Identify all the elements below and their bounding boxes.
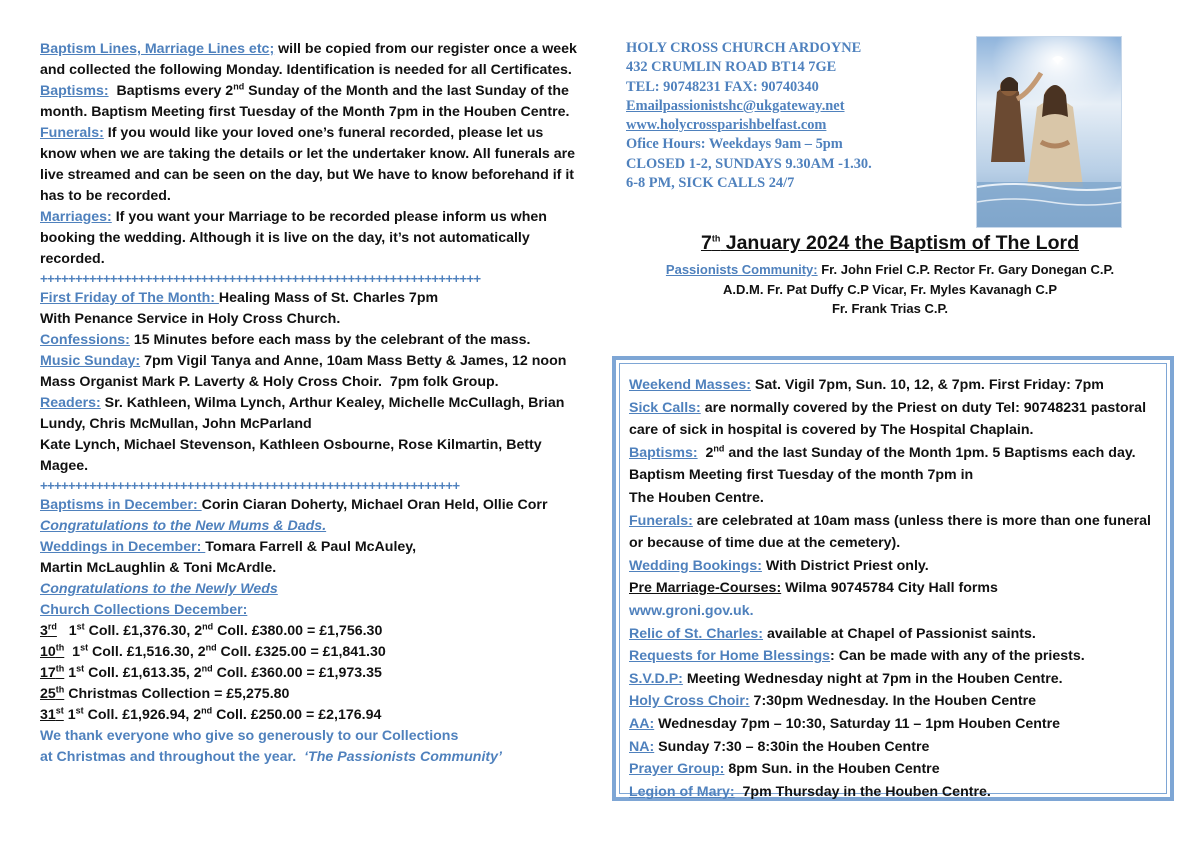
relic-text: available at Chapel of Passionist saints. bbox=[763, 625, 1036, 642]
wedding-bookings-label: Wedding Bookings: bbox=[629, 557, 762, 574]
box-baptisms-label: Baptisms: bbox=[629, 444, 698, 461]
baptisms-label: Baptisms: bbox=[40, 83, 109, 99]
legion-text: 7pm Thursday in the Houben Centre. bbox=[734, 783, 991, 800]
aa-text: Wednesday 7pm – 10:30, Saturday 11 – 1pm Houben Centre bbox=[654, 715, 1061, 732]
svdp-label: S.V.D.P: bbox=[629, 670, 683, 687]
first-friday-notice bbox=[40, 288, 580, 309]
sick-calls-label: Sick Calls: bbox=[629, 399, 701, 416]
home-blessings-label: Requests for Home Blessings bbox=[629, 648, 831, 665]
wedding-bookings-text: With District Priest only. bbox=[761, 557, 929, 574]
first-friday-line-2: With Penance Service in Holy Cross Church. bbox=[40, 311, 341, 327]
confessions-notice bbox=[40, 330, 580, 351]
congrats-mums-dads: Congratulations to the New Mums & Dads. bbox=[40, 518, 327, 534]
community-line-1 bbox=[620, 260, 1160, 280]
marriages-text: If you want your Marriage to be recorded please inform us when booking the wedding. Although it is live on the day, it’s not automatically recorded. bbox=[40, 209, 551, 267]
weekend-masses bbox=[629, 374, 1158, 397]
first-friday-label: First Friday of The Month: bbox=[40, 290, 219, 306]
weddings-december-notice bbox=[40, 537, 580, 558]
baptisms-december-notice bbox=[40, 495, 580, 516]
church-phone: TEL: 90748231 FAX: 90740340 bbox=[626, 78, 819, 95]
box-funerals bbox=[629, 510, 1158, 555]
baptism-lines-label: Baptism Lines, Marriage Lines etc; bbox=[40, 41, 275, 57]
music-text: 7pm Vigil Tanya and Anne, 10am Mass Betty & James, 12 noon Mass Organist Mark P. Laverty & Holy Cross Choir. 7pm folk Group. bbox=[40, 353, 571, 390]
page-heading bbox=[600, 230, 1180, 256]
readers-text: Sr. Kathleen, Wilma Lynch, Arthur Kealey, Michelle McCullagh, Brian Lundy, Chris McMullan, John McParland bbox=[40, 395, 569, 432]
collection-row: 3rd 1st Coll. £1,376.30, 2nd Coll. £380.00 = £1,756.30 bbox=[40, 621, 383, 639]
church-contact-block bbox=[626, 39, 956, 193]
christmas-collection bbox=[40, 684, 580, 705]
funerals-notice bbox=[40, 123, 580, 207]
office-evening: 6-8 PM, SICK CALLS 24/7 bbox=[626, 175, 795, 192]
thanks-line-2 bbox=[40, 747, 580, 768]
relic-label: Relic of St. Charles: bbox=[629, 625, 764, 642]
mass-times-inner bbox=[619, 363, 1167, 800]
sick-calls bbox=[629, 397, 1158, 442]
pre-marriage-label: Pre Marriage-Courses: bbox=[629, 580, 782, 597]
weddings-december-label: Weddings in December: bbox=[40, 539, 206, 555]
aa-label: AA: bbox=[629, 715, 655, 732]
box-funerals-text: are celebrated at 10am mass (unless there is more than one funeral or because of time due at the cemetery). bbox=[629, 512, 1155, 552]
weddings-december-line-2: Martin McLaughlin & Toni McArdle. bbox=[40, 560, 277, 576]
funerals-label: Funerals: bbox=[40, 125, 104, 141]
svdp bbox=[629, 668, 1158, 691]
baptisms-december-label: Baptisms in December: bbox=[40, 497, 202, 513]
funerals-text: If you would like your loved one’s funeral recorded, please let us know when we are taking the details or let the undertaker know. All funerals are live streamed and can be seen on the day, but We have to know beforehand if it has to be recorded. bbox=[40, 125, 580, 204]
choir-text: 7:30pm Wednesday. In the Houben Centre bbox=[749, 693, 1037, 710]
baptisms-notice bbox=[40, 81, 580, 123]
readers-line-2: Kate Lynch, Michael Stevenson, Kathleen Osbourne, Rose Kilmartin, Betty Magee. bbox=[40, 437, 542, 474]
collection-row-31: 31st 1st Coll. £1,926.94, 2nd Coll. £250.00 = £2,176.94 bbox=[40, 705, 382, 723]
box-baptisms-line-2: The Houben Centre. bbox=[629, 489, 764, 506]
baptisms-text-b: Sunday of the Month and the last Sunday of the month. Baptism Meeting first Tuesday of the Month 7pm in the Houben Centre. bbox=[40, 83, 573, 120]
baptisms-sup: nd bbox=[233, 81, 245, 92]
collection-date-31: 31st bbox=[40, 705, 64, 723]
weekend-masses-text: Sat. Vigil 7pm, Sun. 10, 12, & 7pm. First Friday: 7pm bbox=[750, 377, 1104, 393]
box-baptisms: Baptisms: 2nd and the last Sunday of the Month 1pm. 5 Baptisms each day. Baptism Meeting first Tuesday of the month 7pm in bbox=[629, 443, 1144, 484]
prayer-group-label: Prayer Group: bbox=[629, 761, 725, 778]
thanks-line-1: We thank everyone who give so generously to our Collections bbox=[40, 728, 459, 744]
pre-marriage-text: Wilma 90745784 City Hall forms bbox=[781, 580, 998, 597]
na-label: NA: bbox=[629, 738, 655, 755]
left-column bbox=[40, 39, 580, 768]
office-hours: Ofice Hours: Weekdays 9am – 5pm bbox=[626, 136, 843, 153]
collections-list bbox=[40, 621, 580, 684]
legion-of-mary bbox=[629, 781, 1158, 804]
first-friday-text: Healing Mass of St. Charles 7pm bbox=[218, 290, 439, 306]
prayer-group-text: 8pm Sun. in the Houben Centre bbox=[724, 761, 940, 778]
baptism-lines-text: will be copied from our register once a week and collected the following Monday. Identification is needed for all Certificates. bbox=[40, 41, 581, 78]
home-blessings-text: : Can be made with any of the priests. bbox=[830, 648, 1085, 665]
wedding-bookings bbox=[629, 555, 1158, 578]
na-meeting bbox=[629, 736, 1158, 759]
heading-text: 7th January 2024 the Baptism of The Lord bbox=[700, 232, 1080, 254]
groni-link[interactable]: www.groni.gov.uk. bbox=[629, 602, 754, 619]
thanks-text-2: at Christmas and throughout the year. bbox=[40, 749, 305, 765]
thanks-signature: ‘The Passionists Community’ bbox=[304, 749, 502, 765]
pre-marriage-courses bbox=[629, 577, 1158, 600]
sick-calls-text: are normally covered by the Priest on duty Tel: 90748231 pastoral care of sick in hospital is covered by The Hospital Chaplain. bbox=[629, 399, 1150, 439]
collection-row: 10th 1st Coll. £1,516.30, 2nd Coll. £325.00 = £1,841.30 bbox=[40, 642, 386, 660]
church-name: HOLY CROSS CHURCH ARDOYNE bbox=[626, 40, 862, 56]
community-label: Passionists Community: bbox=[665, 262, 818, 277]
divider-line-1: +++++++++++++++++++++++++++++++++++++++++++++++++++++++++++++++ bbox=[40, 271, 481, 286]
legion-label: Legion of Mary: bbox=[629, 783, 735, 800]
marriages-label: Marriages: bbox=[40, 209, 112, 225]
collection-row: 17th 1st Coll. £1,613.35, 2nd Coll. £360.00 = £1,973.35 bbox=[40, 663, 382, 681]
marriages-notice bbox=[40, 207, 580, 270]
aa-meeting bbox=[629, 713, 1158, 736]
baptisms-text-a: Baptisms every 2 bbox=[108, 83, 234, 99]
confessions-text: 15 Minutes before each mass by the celebrant of the mass. bbox=[129, 332, 531, 348]
collection-date: 3rd bbox=[40, 621, 57, 639]
community-line-3: Fr. Frank Trias C.P. bbox=[831, 301, 949, 316]
office-closed: CLOSED 1-2, SUNDAYS 9.30AM -1.30. bbox=[626, 155, 872, 172]
home-blessings bbox=[629, 645, 1158, 668]
divider-line-2: ++++++++++++++++++++++++++++++++++++++++++++++++++++++++++++ bbox=[40, 478, 460, 493]
readers-label: Readers: bbox=[40, 395, 101, 411]
box-funerals-label: Funerals: bbox=[629, 512, 693, 529]
collection-date: 17th bbox=[40, 663, 65, 681]
passionists-community bbox=[620, 260, 1160, 319]
christmas-date: 25th bbox=[40, 684, 65, 702]
community-line-2: A.D.M. Fr. Pat Duffy C.P Vicar, Fr. Myles Kavanagh C.P bbox=[722, 281, 1057, 297]
music-notice bbox=[40, 351, 580, 393]
baptisms-december-text: Corin Ciaran Doherty, Michael Oran Held, Ollie Corr bbox=[201, 497, 548, 513]
congrats-newly-weds: Congratulations to the Newly Weds bbox=[40, 581, 278, 597]
choir-label: Holy Cross Choir: bbox=[629, 693, 750, 710]
music-label: Music Sunday: bbox=[40, 353, 141, 369]
church-address: 432 CRUMLIN ROAD BT14 7GE bbox=[626, 59, 837, 76]
holy-cross-choir bbox=[629, 690, 1158, 713]
collection-date: 10th bbox=[40, 642, 65, 660]
community-text-1: Fr. John Friel C.P. Rector Fr. Gary Donegan C.P. bbox=[817, 262, 1115, 277]
prayer-group bbox=[629, 758, 1158, 781]
christmas-text: Christmas Collection = £5,275.80 bbox=[64, 686, 290, 702]
relic-st-charles bbox=[629, 623, 1158, 646]
confessions-label: Confessions: bbox=[40, 332, 130, 348]
baptism-of-the-lord-image bbox=[976, 36, 1122, 228]
weekend-masses-label: Weekend Masses: bbox=[629, 377, 751, 393]
weddings-december-text: Tomara Farrell & Paul McAuley, bbox=[205, 539, 417, 555]
svdp-text: Meeting Wednesday night at 7pm in the Houben Centre. bbox=[682, 670, 1063, 687]
church-email-link[interactable]: Emailpassionistshc@ukgateway.net bbox=[626, 97, 845, 114]
readers-notice bbox=[40, 393, 580, 435]
church-website-link[interactable]: www.holycrossparishbelfast.com bbox=[626, 117, 827, 134]
baptism-lines-notice bbox=[40, 39, 580, 81]
collections-label: Church Collections December: bbox=[40, 602, 248, 618]
mass-times-box bbox=[612, 356, 1174, 801]
na-text: Sunday 7:30 – 8:30in the Houben Centre bbox=[654, 738, 930, 755]
